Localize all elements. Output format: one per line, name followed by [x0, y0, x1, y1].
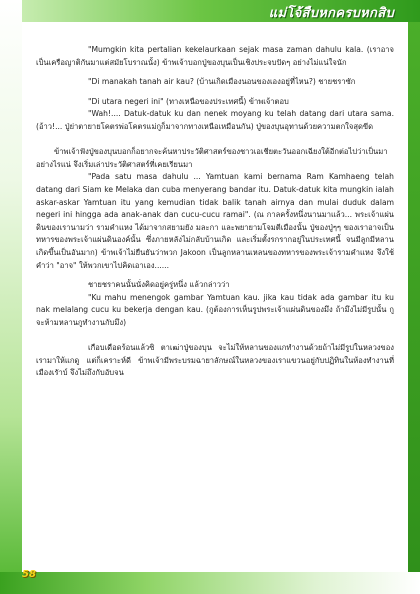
body-paragraph: "Wah!.... Datuk-datuk ku dan nenek moyang ku telah datang dari utara sama. (อ้าว!... ปู่ย่าตายายโคตรพ่อโคตรแม่กูก็มาจากทางเหนือเหมือนกัน) ปู่ของบุนอุทานด้วยความตกใจสุดขีด	[36, 109, 394, 131]
right-decorative-band	[408, 0, 420, 594]
page-body	[36, 44, 394, 380]
spacer	[36, 329, 394, 342]
body-paragraph: "Di manakah tanah air kau? (บ้านเกิดเมืองนอนของเองอยู่ที่ไหน?) ชายชราซัก	[88, 77, 356, 87]
body-paragraph: เกือบเดือดร้อนแล้วซิ ตาเฒ่าปู่ของบุน จะไม่ให้หลานของแกทำงานด้วยถ้าไม่มีรูปในหลวงของเรามาให้แกดู แต่ก็เคราะห์ดี ข้าพเจ้ามีพระบรมฉายาลักษณ์ในหลวงของเราแขวนอยู่กับปฏิทินในห้องทำงานที่เมืองเรัาบ์ จึงไม่ถึงกับอับจน	[36, 343, 394, 378]
left-decorative-band	[0, 0, 22, 594]
body-paragraph: "Mumgkin kita pertalian kekelaurkaan sejak masa zaman dahulu kala. (เราอาจเป็นเครือญาติกันมาแต่สมัยโบราณนั้ง) ข้าพเจ้าบอกปู่ของบุนเป็นเชิงประจบปัดๆ อย่างไม่แน่ใจนัก	[36, 45, 394, 67]
spacer	[36, 69, 394, 76]
spacer	[36, 89, 394, 96]
spacer	[36, 272, 394, 279]
body-paragraph: "Ku mahu menengok gambar Yamtuan kau. jika kau tidak ada gambar itu ku nak melalang cucu ku bekerja dengan kau. (กูต้องการเห็นรูปพระเจ้าแผ่นดินของมึง ถ้ามึงไม่มีรูปนั้น กูจะห้ามหลานกูทำงานกับมึง)	[36, 292, 394, 327]
body-paragraph: "Pada satu masa dahulu ... Yamtuan kami bernama Ram Kamhaeng telah datang dari Siam ke Melaka dan cuba menyerang bandar itu. Datuk-datuk kita mungkin ialah askar-askar Yamtuan itu yang kemudian tidak balik tanah airnya dan mulai duduk dalam negeri ini hingga ada anak-anak dan cucu-cucu ramai". (ณ กาลครั้งหนึ่งนานมาแล้ว... พระเจ้าแผ่นดินของเรานามว่า รามคำแหง ได้มาจากสยามยัง มละกา และพยายามโจมตีเมืองนั้น ปู่ของปู่ๆๆ ของเราอาจเป็นทหารของพระเจ้าแผ่นดินองค์นั้น ซึ่งภายหลังไม่กลับบ้านเกิด และเริ่มตั้งรกรากอยู่ในประเทศนี้ จนมีลูกมีหลานเกิดขึ้นเป็นอันมาก) ข้าพเจ้าไม่ยืนยันว่าพวก Jakoon เป็นลูกหลานเหลนของทหารของพระเจ้ารามคำแหง จึงใช้คำว่า "อาจ" ให้พวกเขาไปคิดเอาเอง......	[36, 172, 394, 270]
body-paragraph: "Di utara negeri ini" (ทางเหนือของประเทศนี้) ข้าพเจ้าตอบ	[88, 96, 289, 106]
running-header-title: แม่โจ้สืบหกครบหกสิบ	[268, 6, 394, 21]
spacer	[36, 134, 394, 147]
bottom-decorative-band	[0, 572, 420, 594]
header-bar	[22, 0, 420, 22]
body-paragraph: ข้าพเจ้าฟังปู่ของบุนบอกก็อยากจะค้นหาประวัติศาสตร์ของชาวเอเชียตะวันออกเฉียงใต้อีกต่อไปว่าเป็นมาอย่างไรแน่ จึงเริ่มเล่าประวัติศาสตร์ที่เคยเรียนมา	[36, 147, 388, 169]
page-number: 58	[22, 569, 36, 580]
body-paragraph: ชายชราคนนั้นนั่งคิดอยู่ครู่หนึ่ง แล้วกล่าวว่า	[88, 280, 230, 290]
